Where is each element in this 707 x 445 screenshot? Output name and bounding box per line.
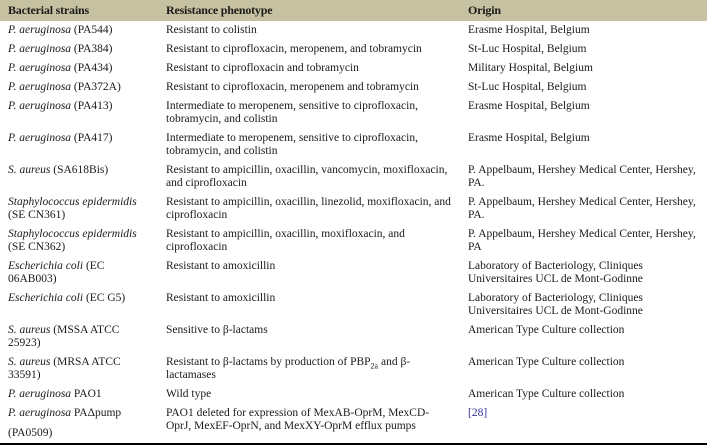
table-row [0,404,707,444]
phenotype-cell [158,97,460,129]
phenotype-cell [158,385,460,404]
col-header-origin: Origin [460,0,707,21]
table-row [0,40,707,59]
table-row [0,257,707,289]
cell-text: P. aeruginosa [8,62,72,74]
phenotype-cell [158,129,460,161]
cell-text: St-Luc Hospital, Belgium [468,81,587,93]
cell-text: Resistant to ampicillin, oxacillin, linezolid, moxifloxacin, and ciprofloxacin [166,196,451,221]
subscript-text: 2a [370,361,379,371]
cell-text: P. Appelbaum, Hershey Medical Center, Hershey, PA. [468,164,696,189]
cell-text: (PA384) [71,43,113,55]
cell-text: PAO1 [71,388,102,400]
cell-text: (MRSA ATCC 33591) [8,356,121,381]
strain-cell [0,21,158,40]
cell-text: Erasme Hospital, Belgium [468,24,590,36]
cell-text: S. aureus [8,164,51,176]
strain-cell [0,225,158,257]
cell-text: (PA544) [71,24,113,36]
table-body [0,21,707,444]
cell-text: (EC 06AB003) [8,260,105,285]
strain-cell [0,193,158,225]
phenotype-cell [158,78,460,97]
origin-cell [460,404,707,444]
cell-text: Intermediate to meropenem, sensitive to ciprofloxacin, tobramycin, and colistin [166,132,418,157]
cell-text: Military Hospital, Belgium [468,62,593,74]
table-row [0,225,707,257]
strain-cell [0,40,158,59]
cell-text: American Type Culture collection [468,388,625,400]
cell-text: P. aeruginosa [8,132,72,144]
cell-text: S. aureus [8,324,51,336]
cell-text: (PA417) [71,132,113,144]
cell-text: Resistant to β-lactams by production of PBP [166,356,371,368]
cell-text: Wild type [166,388,212,400]
cell-text: (MSSA ATCC 25923) [8,324,120,349]
table-row [0,161,707,193]
table-row [0,97,707,129]
strain-cell [0,404,158,444]
cell-text: (PA0509) [8,427,53,439]
table-row [0,59,707,78]
cell-text: P. Appelbaum, Hershey Medical Center, Hershey, PA. [468,196,696,221]
cell-text: Resistant to ciprofloxacin, meropenem and tobramycin [166,81,419,93]
cell-text: St-Luc Hospital, Belgium [468,43,587,55]
cell-text: (PA413) [71,100,113,112]
cell-text: (EC G5) [83,292,126,304]
cell-text: Resistant to ciprofloxacin, meropenem, and tobramycin [166,43,422,55]
phenotype-cell [158,321,460,353]
cell-text: Resistant to amoxicillin [166,260,276,272]
cell-text: Resistant to colistin [166,24,257,36]
cell-text: PAΔpump [71,407,122,419]
cell-text: PAO1 deleted for expression of MexAB-OprM, MexCD-OprJ, MexEF-OprN, and MexXY-OprM efflux pumps [166,407,430,432]
cell-text: American Type Culture collection [468,356,625,368]
cell-text: American Type Culture collection [468,324,625,336]
cell-text: P. aeruginosa [8,43,72,55]
cell-text: Intermediate to meropenem, sensitive to ciprofloxacin, tobramycin, and colistin [166,100,418,125]
cell-text: P. Appelbaum, Hershey Medical Center, Hershey, PA [468,228,696,253]
col-header-resistance-phenotype: Resistance phenotype [158,0,460,21]
phenotype-cell [158,289,460,321]
phenotype-cell [158,40,460,59]
table-row [0,321,707,353]
origin-cell [460,40,707,59]
cell-text: S. aureus [8,356,51,368]
phenotype-cell [158,21,460,40]
cell-text: P. aeruginosa [8,81,72,93]
strain-cell [0,161,158,193]
cell-text: P. aeruginosa [8,388,72,400]
phenotype-cell [158,353,460,385]
origin-cell [460,385,707,404]
table-row [0,129,707,161]
origin-cell [460,321,707,353]
cell-text: Resistant to ampicillin, oxacillin, vancomycin, moxifloxacin, and ciprofloxacin [166,164,448,189]
strain-cell [0,353,158,385]
cell-text: Erasme Hospital, Belgium [468,132,590,144]
cell-text: Laboratory of Bacteriology, Cliniques Universitaires UCL de Mont-Godinne [468,292,643,317]
origin-cell [460,78,707,97]
strain-cell [0,385,158,404]
cell-text: (PA372A) [71,81,121,93]
cell-text: (SE CN362) [8,241,66,253]
origin-cell [460,257,707,289]
cell-text: Laboratory of Bacteriology, Cliniques Universitaires UCL de Mont-Godinne [468,260,643,285]
phenotype-cell [158,193,460,225]
cell-text: P. aeruginosa [8,24,72,36]
cell-text: Escherichia coli [8,292,84,304]
strain-cell [0,59,158,78]
phenotype-cell [158,404,460,444]
strain-cell [0,289,158,321]
cell-text: Erasme Hospital, Belgium [468,100,590,112]
phenotype-cell [158,161,460,193]
origin-cell [460,289,707,321]
table-row [0,353,707,385]
cell-text: Resistant to ciprofloxacin and tobramycin [166,62,359,74]
cell-text: and β-lactamases [166,356,411,381]
cell-text: P. aeruginosa [8,407,72,419]
strain-cell [0,97,158,129]
cell-text: Escherichia coli [8,260,84,272]
strain-cell [0,321,158,353]
table-row [0,289,707,321]
phenotype-cell [158,257,460,289]
origin-cell [460,129,707,161]
table-row [0,78,707,97]
header-row [0,0,707,21]
cell-text: Staphylococcus epidermidis [8,228,137,240]
strain-cell [0,129,158,161]
table-header [0,0,707,21]
table-row [0,385,707,404]
strain-cell [0,78,158,97]
cell-text: Staphylococcus epidermidis [8,196,137,208]
phenotype-cell [158,225,460,257]
origin-cell [460,21,707,40]
origin-cell [460,59,707,78]
strain-cell [0,257,158,289]
cell-text: Resistant to ampicillin, oxacillin, moxifloxacin, and ciprofloxacin [166,228,405,253]
cell-text: (SA618Bis) [50,164,109,176]
cell-text: Resistant to amoxicillin [166,292,276,304]
cell-text: (SE CN361) [8,209,66,221]
reference-link[interactable]: [28] [468,407,488,419]
origin-cell [460,161,707,193]
col-header-bacterial-strains: Bacterial strains [0,0,158,21]
phenotype-cell [158,59,460,78]
origin-cell [460,225,707,257]
origin-cell [460,97,707,129]
origin-cell [460,193,707,225]
table-row [0,193,707,225]
cell-text: P. aeruginosa [8,100,72,112]
origin-cell [460,353,707,385]
cell-text: Sensitive to β-lactams [166,324,268,336]
table-row [0,21,707,40]
cell-text: (PA434) [71,62,113,74]
